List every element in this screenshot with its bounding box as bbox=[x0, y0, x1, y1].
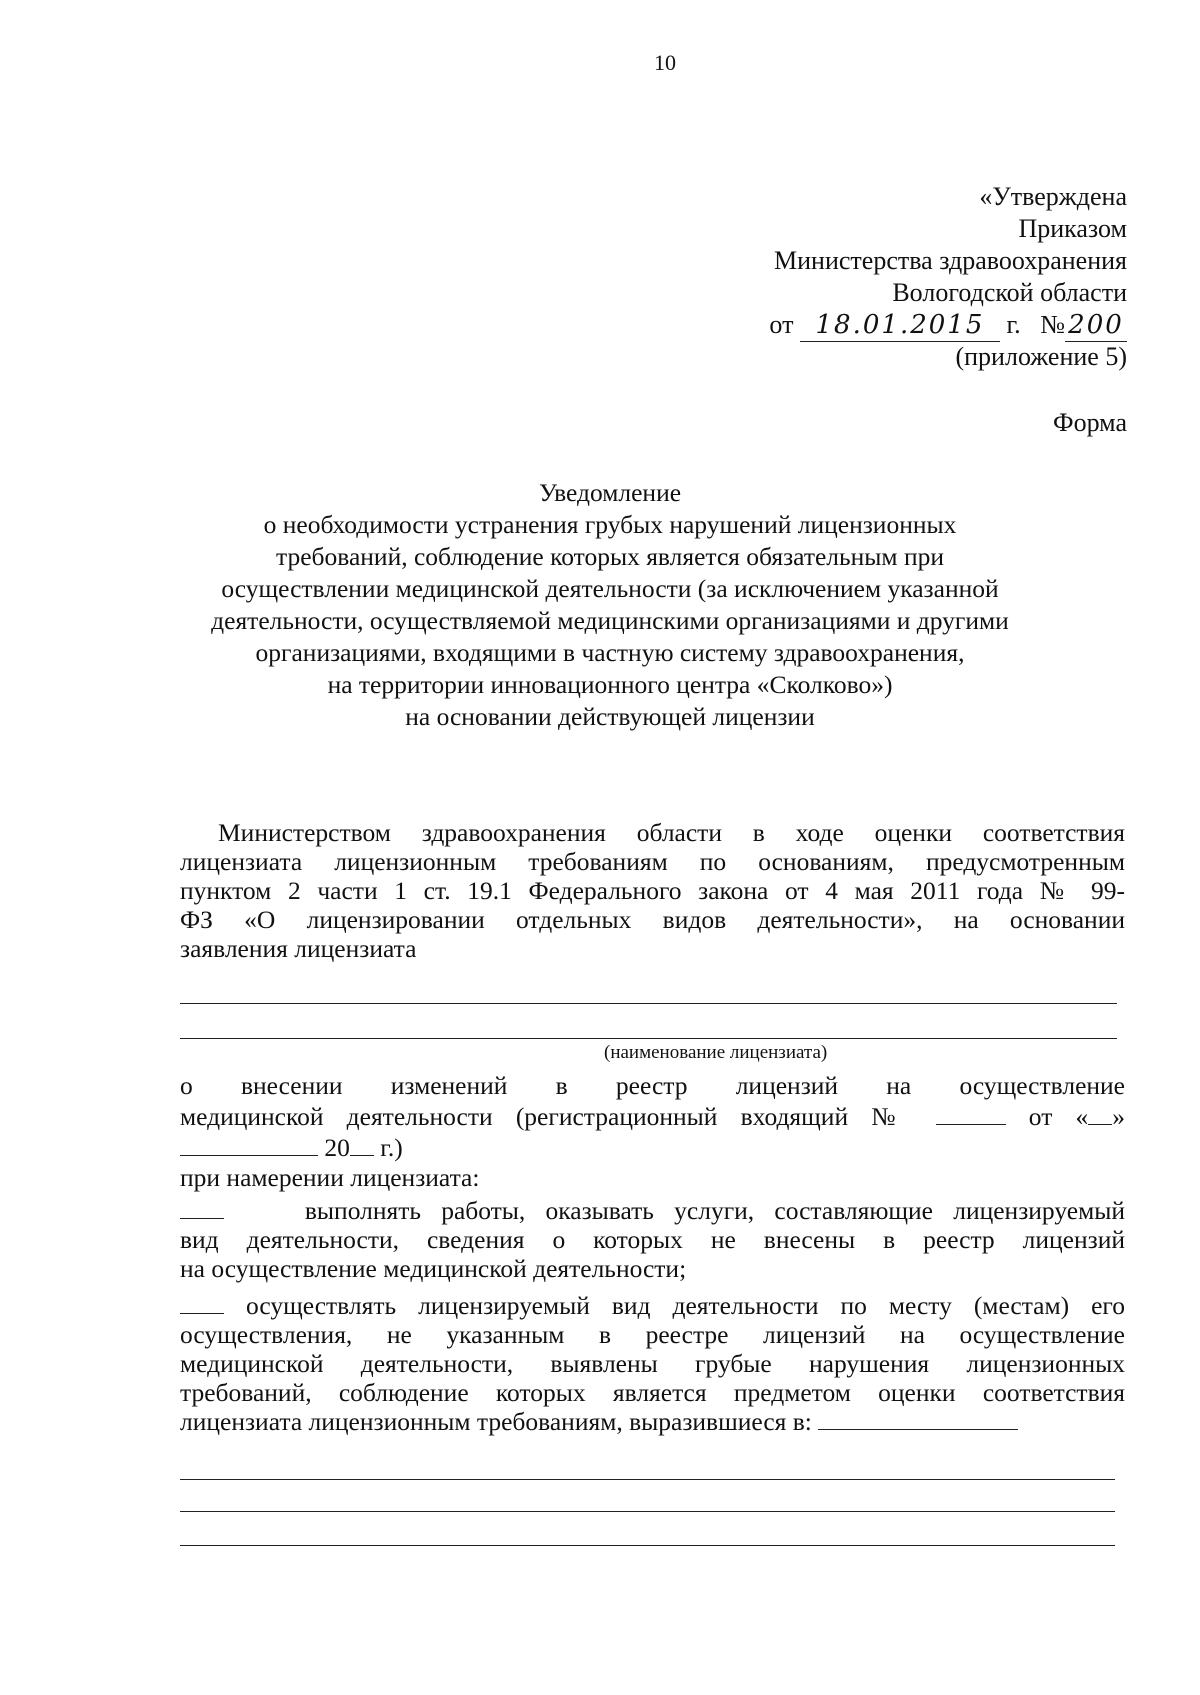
paragraph-line: о внесении изменений в реестр лицензий на осуществление bbox=[180, 1071, 1125, 1100]
option-text: осуществлять лицензируемый вид деятельности по месту (местам) его bbox=[246, 1291, 1126, 1320]
option-2 bbox=[180, 1291, 1125, 1436]
registration-number-blank bbox=[936, 1104, 1006, 1125]
title-line: на территории инновационного центра «Сколково») bbox=[327, 670, 893, 699]
page-number: 10 bbox=[654, 50, 676, 75]
violations-blank-line-3 bbox=[180, 1545, 1115, 1546]
registration-label: медицинской деятельности (регистрационный входящий № bbox=[180, 1102, 913, 1131]
handwritten-date: 18.01.2015 bbox=[800, 309, 1000, 342]
day-blank bbox=[1088, 1104, 1112, 1125]
title-line: на основании действующей лицензии bbox=[405, 702, 815, 731]
option-text: лицензиата лицензионным требованиям, выразившиеся в: bbox=[180, 1407, 812, 1436]
paragraph-line: пунктом 2 части 1 ст. 19.1 Федерального закона от 4 мая 2011 года № 99- bbox=[180, 876, 1125, 905]
intent-label: при намерении лицензиата: bbox=[180, 1163, 480, 1192]
licensee-blank-line-1 bbox=[180, 1003, 1117, 1004]
year-blank bbox=[350, 1135, 374, 1156]
date-open-quote: от « bbox=[1028, 1102, 1089, 1131]
number-label: № bbox=[1040, 310, 1065, 339]
approval-line-1: «Утверждена bbox=[979, 182, 1127, 211]
paragraph-line bbox=[180, 1101, 1125, 1132]
option-line: требований, соблюдение которых является предметом оценки соответствия bbox=[180, 1378, 1125, 1407]
year-prefix: 20 bbox=[324, 1133, 350, 1162]
option-line: на осуществление медицинской деятельности; bbox=[180, 1254, 687, 1283]
option-2-checkbox-blank bbox=[180, 1295, 224, 1314]
violations-blank-line-1 bbox=[180, 1479, 1115, 1480]
paragraph-line bbox=[180, 1132, 1125, 1163]
licensee-caption: (наименование лицензиата) bbox=[604, 1042, 828, 1063]
approval-line-3: Министерства здравоохранения bbox=[774, 246, 1127, 275]
approval-line-4: Вологодской области bbox=[892, 278, 1127, 307]
date-close-quote: » bbox=[1112, 1102, 1126, 1131]
title-line: организациями, входящими в частную систему здравоохранения, bbox=[255, 638, 965, 667]
paragraph-2 bbox=[180, 1070, 1125, 1163]
approval-date-line bbox=[769, 309, 1127, 342]
title-line: осуществлении медицинской деятельности (за исключением указанной bbox=[221, 574, 999, 603]
title-line: о необходимости устранения грубых нарушений лицензионных bbox=[263, 510, 957, 539]
violations-blank-inline bbox=[818, 1409, 1018, 1430]
paragraph-line: заявления лицензиата bbox=[180, 934, 417, 963]
from-label: от bbox=[769, 310, 794, 339]
option-line: медицинской деятельности, выявлены грубые нарушения лицензионных bbox=[180, 1349, 1125, 1378]
paragraph-line: лицензиата лицензионным требованиям по основаниям, предусмотренным bbox=[180, 847, 1125, 876]
paragraph-line: Министерством здравоохранения области в ходе оценки соответствия bbox=[218, 818, 1125, 847]
paragraph-line: ФЗ «О лицензировании отдельных видов деятельности», на основании bbox=[180, 905, 1125, 934]
title-line: требований, соблюдение которых является обязательным при bbox=[276, 542, 944, 571]
option-line bbox=[180, 1196, 1125, 1225]
violations-blank-line-2 bbox=[180, 1511, 1115, 1512]
paragraph-1 bbox=[180, 818, 1125, 963]
option-text: выполнять работы, оказывать услуги, составляющие лицензируемый bbox=[304, 1196, 1125, 1225]
option-line: осуществления, не указанным в реестре лицензий на осуществление bbox=[180, 1320, 1125, 1349]
year-suffix-text: г.) bbox=[380, 1133, 403, 1162]
notice-title bbox=[170, 477, 1050, 733]
year-suffix: г. bbox=[1006, 310, 1021, 339]
option-1 bbox=[180, 1196, 1125, 1283]
handwritten-number: 200 bbox=[1065, 309, 1127, 342]
option-line bbox=[180, 1291, 1125, 1320]
title-line: деятельности, осуществляемой медицинскими организациями и другими bbox=[211, 606, 1009, 635]
option-1-checkbox-blank bbox=[180, 1200, 224, 1219]
approval-line-2: Приказом bbox=[1018, 214, 1127, 243]
option-line bbox=[180, 1407, 1125, 1436]
option-line: вид деятельности, сведения о которых не внесены в реестр лицензий bbox=[180, 1225, 1125, 1254]
appendix-note: (приложение 5) bbox=[955, 342, 1127, 371]
title-heading: Уведомление bbox=[538, 478, 682, 507]
licensee-blank-line-2 bbox=[180, 1038, 1117, 1039]
month-blank bbox=[180, 1135, 318, 1156]
form-label: Форма bbox=[1053, 408, 1127, 437]
